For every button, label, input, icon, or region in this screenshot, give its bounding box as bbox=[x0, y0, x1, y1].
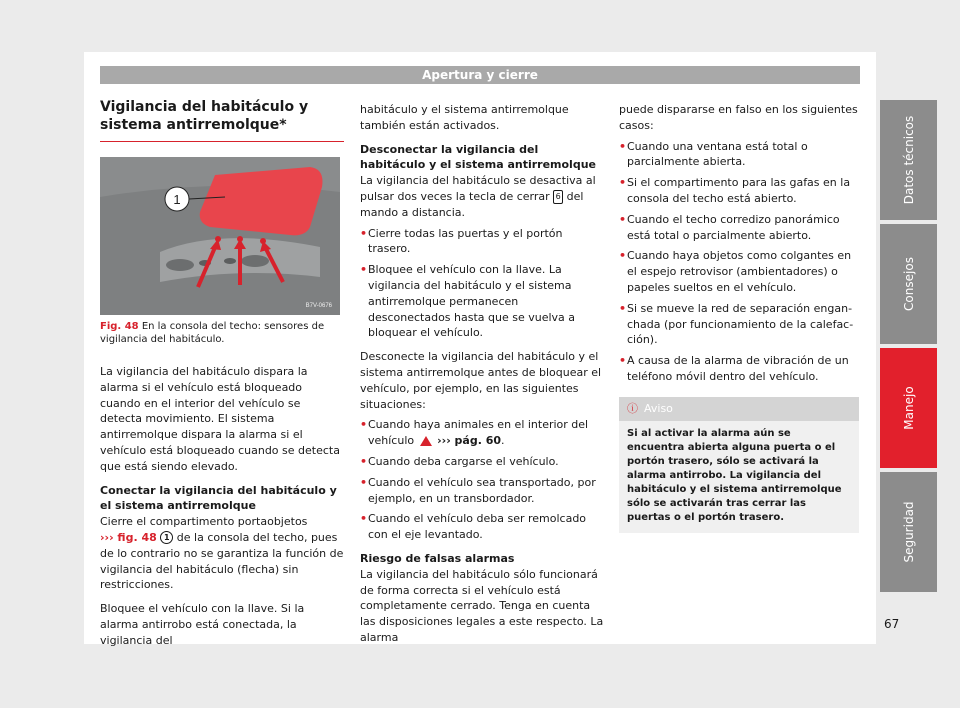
warning-icon bbox=[420, 436, 432, 446]
paragraph bbox=[100, 514, 344, 593]
list-item: • Cuando haya objetos como colgantes en el espejo retrovisor (ambientadores) o papeles sueltos en el vehículo. bbox=[619, 248, 859, 295]
list-item: • Cuando el techo corredizo panorámico está total o parcialmente abierto. bbox=[619, 212, 859, 244]
notice-header bbox=[619, 397, 859, 421]
paragraph: puede dispararse en falso en los siguientes casos: bbox=[619, 103, 858, 132]
paragraph bbox=[360, 173, 604, 220]
page-header: Apertura y cierre bbox=[100, 66, 860, 84]
callout-number: 1 bbox=[160, 531, 173, 544]
figure-code: B7V-0676 bbox=[305, 303, 332, 309]
column-1 bbox=[100, 98, 344, 657]
tab-manejo[interactable] bbox=[880, 348, 937, 468]
tab-seguridad[interactable] bbox=[880, 472, 937, 592]
text: Cierre el compartimento portaobjetos bbox=[100, 515, 308, 529]
list-item: • Cuando el vehículo deba ser remolcado con el eje levantado. bbox=[360, 511, 604, 543]
subheading: Conectar la vigilancia del habitáculo y el sistema antirremolque bbox=[100, 483, 337, 513]
figure-link[interactable]: ››› fig. 48 bbox=[100, 530, 157, 544]
tab-consejos[interactable] bbox=[880, 224, 937, 344]
lock-key-icon: 6 bbox=[553, 190, 563, 204]
column-3 bbox=[619, 102, 859, 533]
tab-label: Datos técnicos bbox=[901, 115, 916, 205]
column-2 bbox=[360, 102, 604, 654]
text: de la consola del techo, pues de lo contrario no se garantiza la función de vigilancia del habitáculo (flecha) sin restricciones. bbox=[100, 530, 344, 592]
text: del mando a distancia. bbox=[360, 189, 584, 219]
list-item: • Si se mueve la red de separación enganchada (por funcionamiento de la calefacción). bbox=[619, 301, 859, 348]
figure-caption bbox=[100, 320, 344, 346]
text: La vigilancia del habitáculo se desactiva al pulsar dos veces la tecla de cerrar bbox=[360, 174, 596, 203]
figure-callout: 1 bbox=[173, 192, 181, 207]
section-title: Vigilancia del habitáculo y sistema antirremolque* bbox=[100, 98, 344, 142]
info-icon: ⓘ bbox=[627, 401, 638, 415]
text: Cuando haya animales en el interior del vehículo bbox=[368, 418, 589, 448]
list-item: • Cuando deba cargarse el vehículo. bbox=[360, 454, 604, 470]
figure-48 bbox=[100, 157, 340, 315]
list-item: • Si el compartimento para las gafas en la consola del techo está abierto. bbox=[619, 175, 859, 207]
paragraph: Desconecte la vigilancia del habitáculo y el sistema antirremolque antes de bloquear el vehículo, por ejemplo, en las siguientes situaciones: bbox=[360, 350, 602, 411]
list-item: • Cuando una ventana está total o parcialmente abierta. bbox=[619, 139, 859, 171]
tab-datos-tecnicos[interactable] bbox=[880, 100, 937, 220]
notice-text: Si al activar la alarma aún se encuentra abierta alguna puerta o el portón trasero, sólo se activará la alarma antirrobo. La vigilancia del habitáculo y el sistema antirremolque sólo se activarán tras cerrar las puertas o el portón trasero. bbox=[627, 427, 842, 523]
list-item: • Cuando el vehículo sea transportado, por ejemplo, en un transbordador. bbox=[360, 475, 604, 507]
tab-label: Consejos bbox=[901, 257, 916, 311]
figure-label: Fig. 48 bbox=[100, 321, 139, 332]
notice-title: Aviso bbox=[644, 401, 673, 415]
paragraph: habitáculo y el sistema antirremolque también están activados. bbox=[360, 103, 569, 132]
list-item: • Bloquee el vehículo con la llave. La vigilancia del habitáculo y el sistema antirremolque permanecen desconectados hasta que se vuelva a bloquear el vehículo. bbox=[360, 262, 604, 341]
tab-label: Manejo bbox=[901, 386, 916, 430]
list-item: • Cuando haya animales en el interior del vehículo ››› pág. 60. bbox=[360, 417, 604, 449]
overhead-console-illustration bbox=[100, 157, 340, 315]
subheading: Desconectar la vigilancia del habitáculo y el sistema antirremolque bbox=[360, 142, 596, 172]
list-item: • A causa de la alarma de vibración de un teléfono móvil dentro del vehículo. bbox=[619, 353, 859, 385]
notice-box bbox=[619, 397, 859, 533]
page-link[interactable]: ››› pág. 60 bbox=[437, 434, 502, 448]
paragraph: La vigilancia del habitáculo sólo funcionará de forma correcta si el vehículo está completamente cerrado. Tenga en cuenta las disposiciones legales a este respecto. La alarma bbox=[360, 567, 604, 644]
paragraph: Bloquee el vehículo con la llave. Si la alarma antirrobo está conectada, la vigilancia del bbox=[100, 602, 305, 647]
paragraph: La vigilancia del habitáculo dispara la alarma si el vehículo está bloqueado cuando en el interior del vehículo se detecta movimiento. El sistema antirremolque dispara la alarma si el vehículo está bloqueado cuando se detecta que está siendo elevado. bbox=[100, 365, 340, 473]
subheading: Riesgo de falsas alarmas bbox=[360, 551, 515, 565]
list-item: • Cierre todas las puertas y el portón trasero. bbox=[360, 226, 604, 258]
figure-caption-text: En la consola del techo: sensores de vigilancia del habitáculo. bbox=[100, 321, 325, 345]
tab-label: Seguridad bbox=[901, 501, 916, 563]
page-number: 67 bbox=[884, 617, 900, 631]
